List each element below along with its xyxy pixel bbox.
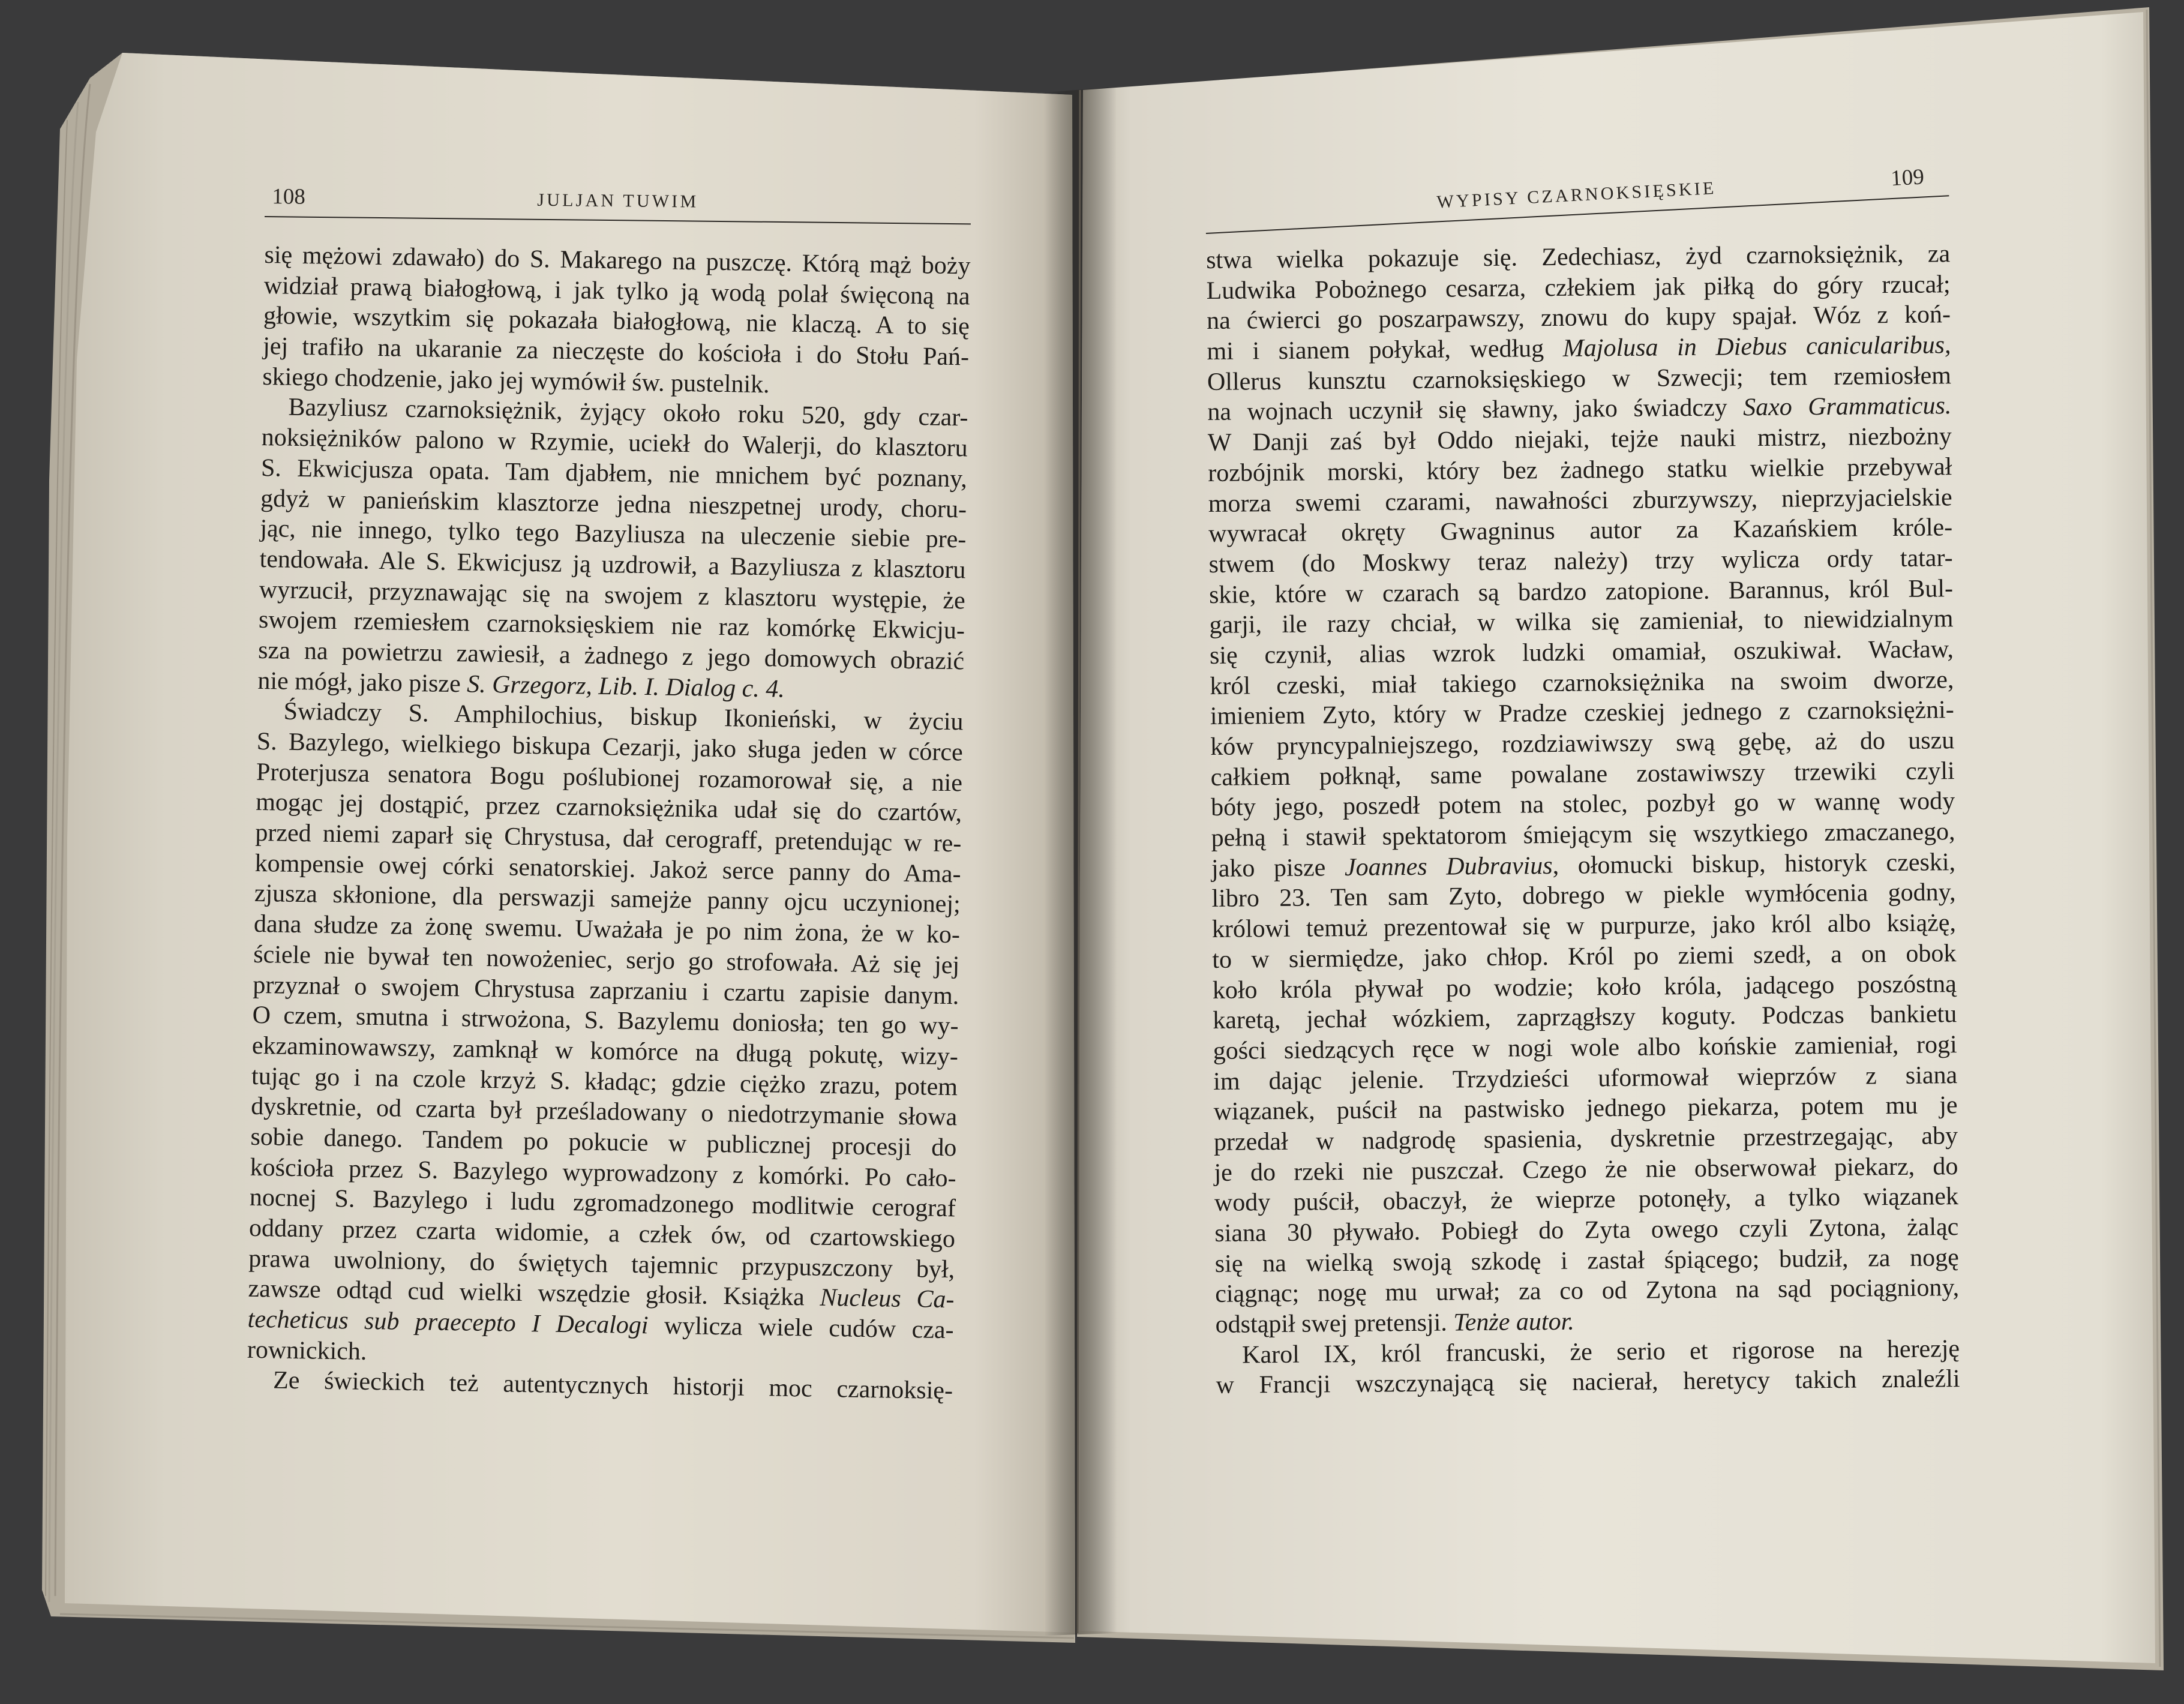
paragraph: [262, 240, 971, 403]
text-line: libro 23. Ten sam Zyto, dobrego w piekle wymłócenia godny,: [1211, 878, 1956, 913]
text-line: dyskretnie, od czarta był prześladowany o niedotrzymanie słowa: [250, 1093, 958, 1132]
paragraph: [1206, 239, 1960, 1340]
text-line: noksiężników palono w Rzymie, uciekł do Walerji, do klasztoru: [261, 424, 968, 463]
text-run: na wojnach uczynił się sławny, jako świadczy: [1207, 394, 1744, 427]
text-line: wywracał okręty Gwagninus autor za Kazańskiem króle-: [1208, 514, 1953, 548]
text-line: wyrzucił, przyznawając się na swojem z klasztoru występie, że: [259, 575, 966, 614]
text-line: się mężowi zdawało) do S. Makarego na puszczę. Którą mąż boży: [264, 241, 971, 280]
left-page-header: [265, 178, 971, 224]
text-line: gości siedzących ręce w nogi wole albo końskie zamieniał, rogi: [1213, 1031, 1957, 1065]
text-line: Ze świeckich też autentycznych historji moc czarnoksię-: [272, 1366, 953, 1405]
text-run: nie mógł, jako pisze: [257, 667, 467, 698]
text-line: Karol IX, król francuski, że serio et rigorose na herezję: [1241, 1334, 1960, 1369]
text-line: Świadczy S. Amphilochius, biskup Ikonieński, w życiu: [283, 697, 964, 736]
text-line: przed niemi zaparł się Chrystusa, dał cerograff, pretendując w re-: [255, 818, 962, 858]
text-line: karetą, jechał wózkiem, zaprzągłszy koguty. Podczas bankietu: [1213, 1000, 1957, 1035]
text-line: to w siermiędze, jako chłop. Król po ziemi szedł, a on obok: [1212, 939, 1957, 974]
text-line: jej trafiło na ukaranie za nieczęste do kościoła i do Stołu Pań-: [262, 332, 970, 371]
text-line: rozbójnik morski, który bez żadnego statku wielkie przebywał: [1208, 452, 1952, 487]
text-line: jąc, nie innego, tylko tego Bazyliusza na uleczenie siebie pre-: [260, 515, 967, 554]
text-line: stwa wielka pokazuje się. Zedechiasz, żyd czarnoksiężnik, za: [1206, 240, 1951, 274]
paragraph: [247, 696, 964, 1376]
text-line: koło króla pływał po wodzie; koło króla, jadącego poszóstną: [1212, 970, 1957, 1004]
text-line: im dając jelenie. Trzydzieści uformował wieprzów z siana: [1213, 1061, 1958, 1096]
italic-citation: Saxo Grammaticus.: [1742, 392, 1952, 422]
text-line: mogąc jej dostąpić, przez czarnoksiężnika udał się do czartów,: [255, 788, 962, 827]
text-run: odstąpił swej pretensji.: [1215, 1309, 1454, 1339]
text-line: królowi temuż prezentował się w purpurze, jako król albo książę,: [1211, 909, 1957, 944]
text-line: prawa uwolniony, do świętych tajemnic przypuszczony był,: [248, 1244, 955, 1283]
italic-citation: Nucleus Ca-: [820, 1284, 955, 1314]
text-line: król czeski, miał takiego czarnoksiężnika na swoim dworze,: [1210, 665, 1954, 700]
text-line: głowie, wszytkim się pokazała białogłową, nie klaczą. A to się: [263, 302, 970, 341]
text-line: je do rzeki nie puszczał. Czego że nie obserwował piekarz, do: [1214, 1152, 1958, 1187]
text-run: mi i sianem połykał, według: [1207, 334, 1564, 366]
text-line: się czynił, alias wzrok ludzki omamiał, oszukiwał. Wacław,: [1209, 635, 1954, 670]
page-number: 108: [272, 184, 306, 209]
text-run: zawsze odtąd cud wielki wszędzie głosił. Książka: [248, 1275, 820, 1312]
italic-citation: Joannes Dubravius: [1344, 851, 1553, 881]
text-line: O czem, smutna i strwożona, S. Bazylemu doniosła; ten go wy-: [252, 1001, 959, 1040]
text-line: się na wielką swoją szkodę i zastał śpiącego; budził, za nogę: [1214, 1243, 1959, 1278]
text-line: wody puścił, obaczył, że wieprze potonęły, a tylko wiązanek: [1214, 1183, 1959, 1217]
text-line: kościoła przez S. Bazylego wyprowadzony z komórki. Po cało-: [250, 1153, 956, 1192]
text-line: dana słudze za żonę swemu. Uważała je po nim żona, że w ko-: [253, 910, 961, 949]
text-line: ków pryncypalniejszego, rozdziawiwszy swą gębę, aż do uszu: [1210, 727, 1955, 761]
text-line: garji, ile razy chciał, w wilka się zamieniał, to niewidzialnym: [1209, 605, 1954, 640]
text-line: całkiem połknął, same powalane zostawiwszy trzewiki czyli: [1210, 757, 1955, 791]
text-line: ściele nie bywał ten nowożeniec, serjo go strofowała. Aż się jej: [253, 940, 960, 980]
page-number: 109: [1890, 164, 1925, 191]
text-line: ciągnąc; nogę mu urwał; za co od Zytona na sąd pociągniony,: [1215, 1274, 1960, 1309]
text-line: w Francji wszczynającą się nacierał, heretycy takich znaleźli: [1216, 1365, 1960, 1400]
running-head: JULJAN TUWIM: [537, 190, 699, 212]
spine-gutter-shadow: [1044, 87, 1117, 1636]
text-line: S. Ekwicjusza opata. Tam djabłem, nie mnichem być poznany,: [260, 454, 968, 493]
text-line: na ćwierci go poszarpawszy, znowu do kupy spajał. Wóz z koń-: [1206, 301, 1951, 335]
text-line: stwem (do Moskwy teraz należy) trzy wylicza ordy tatar-: [1208, 544, 1953, 578]
text-line: zjusza skłonione, dla perswazji samejże panny ojcu uczynionej;: [254, 880, 961, 919]
text-line: Bazyliusz czarnoksiężnik, żyjący około roku 520, gdy czar-: [288, 394, 968, 432]
right-page-text: [1206, 239, 1960, 1401]
text-line: Ollerus kunsztu czarnoksięskiego w Szwecji; tem rzemiosłem: [1207, 361, 1952, 396]
text-line: rownickich.: [247, 1336, 367, 1366]
text-run: , ołomucki biskup, historyk czeski,: [1552, 848, 1956, 880]
text-line: gdyż w panieńskim klasztorze jedna nieszpetnej urody, choru-: [260, 484, 967, 523]
text-line: swojem rzemiesłem czarnoksięskiem nie raz komórkę Ekwicju-: [258, 606, 965, 645]
text-line: tendowała. Ale S. Ekwicjusz ją uzdrowił, a Bazyliusza z klasztoru: [259, 545, 966, 584]
text-line: przedał w nadgrodę spasienia, dyskretnie przestrzegając, aby: [1213, 1122, 1958, 1156]
text-line: bóty jego, poszedł potem na stolec, pozbył go w wannę wody: [1210, 787, 1955, 822]
text-line: sza na powietrzu zawiesił, a żadnego z jego domowych obrazić: [257, 636, 965, 676]
paragraph: [257, 392, 968, 707]
text-line: Ludwika Pobożnego cesarza, człekiem jak piłką do góry rzucał;: [1206, 270, 1951, 305]
italic-citation: S. Grzegorz, Lib. I. Dialog c. 4.: [466, 670, 785, 703]
text-line: pełną i stawił spektatorom śmiejącym się wszytkiego zmaczanego,: [1211, 818, 1955, 853]
text-line: tując go i na czole krzyż S. kładąc; gdzie ciężko zrazu, potem: [251, 1062, 958, 1101]
running-head: WYPISY CZARNOKSIĘSKIE: [1436, 178, 1717, 212]
text-line: kompensie owej córki senatorskiej. Jakoż serce panny do Ama-: [254, 849, 961, 889]
text-line: morza swemi czarami, nawałności zburzywszy, nieprzyjacielskie: [1208, 483, 1952, 518]
text-line: przyznał o swojem Chrystusa zaprzaniu i czartu zapisie danym.: [253, 971, 959, 1010]
italic-citation: Majolusa in Diebus canicularibus,: [1562, 331, 1951, 362]
left-page-text: [247, 240, 971, 1406]
text-line: skie, które w czarach są bardzo zatopione. Barannus, król Bul-: [1208, 574, 1954, 609]
text-line: widział prawą białogłową, i jak tylko ją wodą polał święconą na: [263, 271, 971, 311]
text-line: W Danji zaś był Oddo niejaki, tejże nauki mistrz, niezbożny: [1207, 422, 1952, 457]
paragraph: [1216, 1334, 1960, 1401]
text-line: nocnej S. Bazylego i ludu zgromadzonego modlitwie cerograf: [249, 1184, 956, 1223]
text-line: oddany przez czarta widomie, a człek ów, od czartowskiego: [248, 1214, 956, 1253]
text-line: siana 30 pływało. Pobiegł do Zyta owego czyli Zytona, żaląc: [1214, 1213, 1959, 1247]
italic-citation: Tenże autor.: [1453, 1307, 1574, 1337]
italic-citation: techeticus sub praecepto I Decalogi: [247, 1305, 649, 1340]
text-run: wylicza wiele cudów cza-: [648, 1312, 954, 1345]
text-line: ekzaminowawszy, zamknął w komórce na długą pokutę, wizy-: [251, 1031, 959, 1071]
text-line: imieniem Zyto, który w Pradze czeskiej jednego z czarnoksiężni-: [1210, 696, 1955, 731]
text-line: wiązanek, puścił na pastwisko jednego piekarza, potem mu je: [1213, 1091, 1958, 1126]
text-line: S. Bazylego, wielkiego biskupa Cezarji, jako sługa jeden w córce: [256, 727, 964, 767]
text-line: sobie danego. Tandem po pokucie w publicznej procesji do: [250, 1123, 957, 1162]
text-line: Proterjusza senatora Bogu poślubionej rozamorował się, a nie: [256, 758, 963, 797]
text-run: jako pisze: [1211, 853, 1345, 883]
text-line: skiego chodzenie, jako jej wymówił św. pustelnik.: [262, 362, 770, 398]
